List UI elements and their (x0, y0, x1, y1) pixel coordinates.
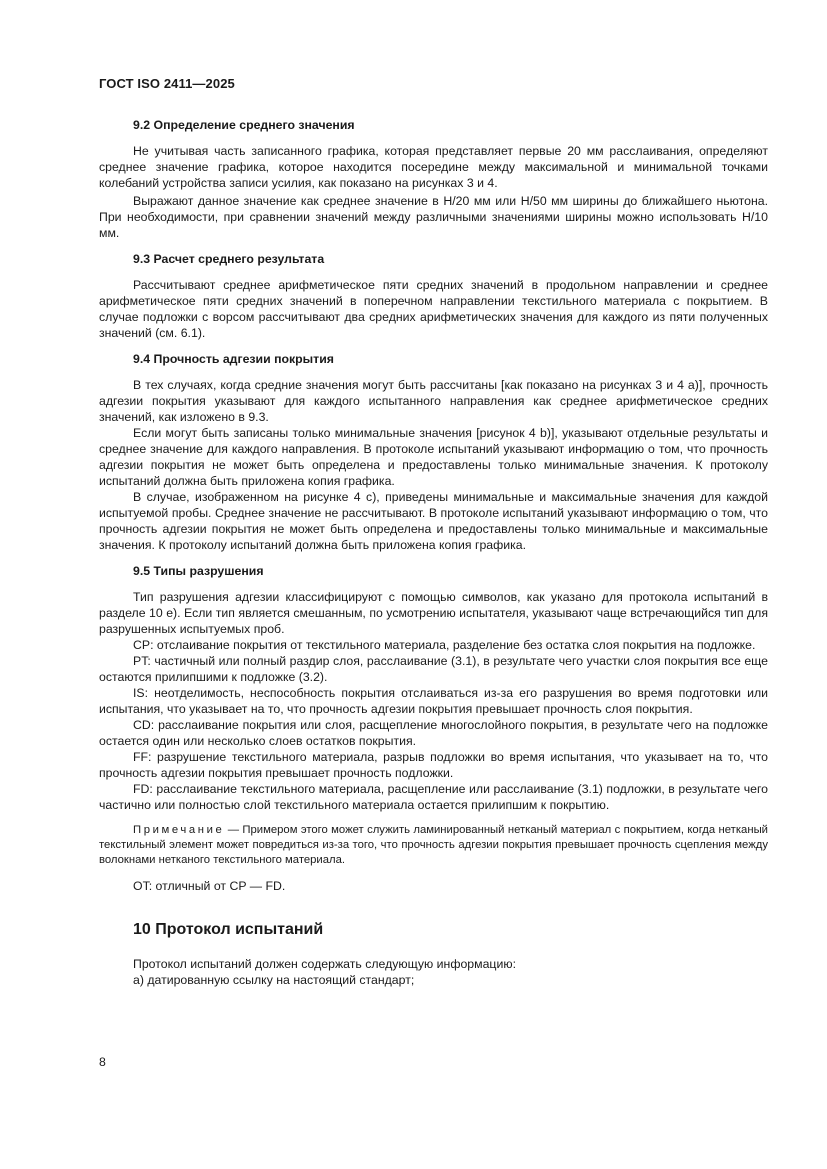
section-heading: 9.5 Типы разрушения (133, 564, 264, 578)
paragraph: Выражают данное значение как среднее значение в Н/20 мм или Н/50 мм ширины до ближайшего ньютона. При необходимости, при сравнении значений между различными значениями ширины можно использовать Н/10 мм. (99, 194, 768, 240)
failure-type-ff: FF: разрушение текстильного материала, разрыв подложки во время испытания, что указывает на то, что прочность адгезии покрытия превышает прочность подложки. (99, 750, 768, 780)
section-10-heading: 10 Протокол испытаний (133, 921, 324, 938)
paragraph: Не учитывая часть записанного графика, которая представляет первые 20 мм расслаивания, определяют среднее значение графика, которое находится посередине между максимальной и минимальной точками колебаний устройства записи усилия, как показано на рисунках 3 и 4. (99, 144, 768, 190)
section-10-intro: Протокол испытаний должен содержать следующую информацию: (133, 957, 516, 971)
list-item-a: а) датированную ссылку на настоящий стандарт; (133, 973, 415, 987)
section-heading: 9.2 Определение среднего значения (133, 118, 355, 132)
failure-type-pt: PT: частичный или полный раздир слоя, расслаивание (3.1), в результате чего участки слоя покрытия все еще остаются прилипшими к подложке (3.2). (99, 654, 768, 684)
failure-type-ot: OT: отличный от CP — FD. (133, 879, 286, 893)
failure-type-cp: CP: отслаивание покрытия от текстильного материала, разделение без остатка слоя покрытия на подложке. (133, 638, 756, 652)
section-heading: 9.3 Расчет среднего результата (133, 252, 325, 266)
failure-type-is: IS: неотделимость, неспособность покрытия отслаиваться из-за его разрушения во время подготовки или испытания, что указывает на то, что прочность адгезии покрытия превышает прочность слоя покрытия. (99, 686, 768, 716)
paragraph: Тип разрушения адгезии классифицируют с помощью символов, как указано для протокола испытаний в разделе 10 е). Если тип является смешанным, по усмотрению испытателя, указывают чаще встречающийся тип для разрушенных испытуемых проб. (99, 590, 768, 636)
failure-type-fd: FD: расслаивание текстильного материала, расщепление или расслаивание (3.1) подложки, в результате чего частично или полностью слой текстильного материала остается прилипшим к покрытию. (99, 782, 768, 812)
paragraph: Рассчитывают среднее арифметическое пяти средних значений в продольном направлении и среднее арифметическое пяти средних значений в поперечном направлении текстильного материала с покрытием. В случае подложки с ворсом рассчитывают два средних арифметических значения для каждого из пяти полученных значений (см. 6.1). (99, 278, 768, 340)
note-label: Примечание (133, 824, 225, 836)
document-header: ГОСТ ISO 2411—2025 (99, 76, 235, 91)
page-content (99, 117, 768, 988)
section-9-4 (99, 351, 768, 553)
section-heading: 9.4 Прочность адгезии покрытия (133, 352, 334, 366)
paragraph: В случае, изображенном на рисунке 4 с), приведены минимальные и максимальные значения для каждой испытуемой пробы. Среднее значение не рассчитывают. В протоколе испытаний указывают информацию о том, что прочность адгезии покрытия не может быть определена и предоставлены только минимальные и максимальные значения. К протоколу испытаний должна быть приложена копия графика. (99, 490, 768, 552)
section-9-5 (99, 563, 768, 894)
failure-type-cd: CD: расслаивание покрытия или слоя, расщепление многослойного покрытия, в результате чего на подложке остается один или несколько слоев остатков покрытия. (99, 718, 768, 748)
paragraph: В тех случаях, когда средние значения могут быть рассчитаны [как показано на рисунках 3 и 4 а)], прочность адгезии покрытия указывают для каждого испытанного направления как среднее арифметическое средних значений, как изложено в 9.3. (99, 378, 768, 424)
page-number: 8 (99, 1055, 106, 1069)
note (99, 823, 768, 868)
paragraph: Если могут быть записаны только минимальные значения [рисунок 4 b)], указывают отдельные результаты и среднее значение для каждого направления. В протоколе испытаний указывают информацию о том, что прочность адгезии покрытия не может быть определена и предоставлены только минимальные значения. К протоколу испытаний должна быть приложена копия графика. (99, 426, 768, 488)
section-9-2 (99, 117, 768, 241)
section-9-3 (99, 251, 768, 341)
note-text: — Примером этого может служить ламинированный нетканый материал с покрытием, когда нетканый текстильный элемент может повредиться из-за того, что прочность адгезии покрытия превышает прочность сцепления между волокнами нетканого текстильного материала. (99, 824, 768, 866)
